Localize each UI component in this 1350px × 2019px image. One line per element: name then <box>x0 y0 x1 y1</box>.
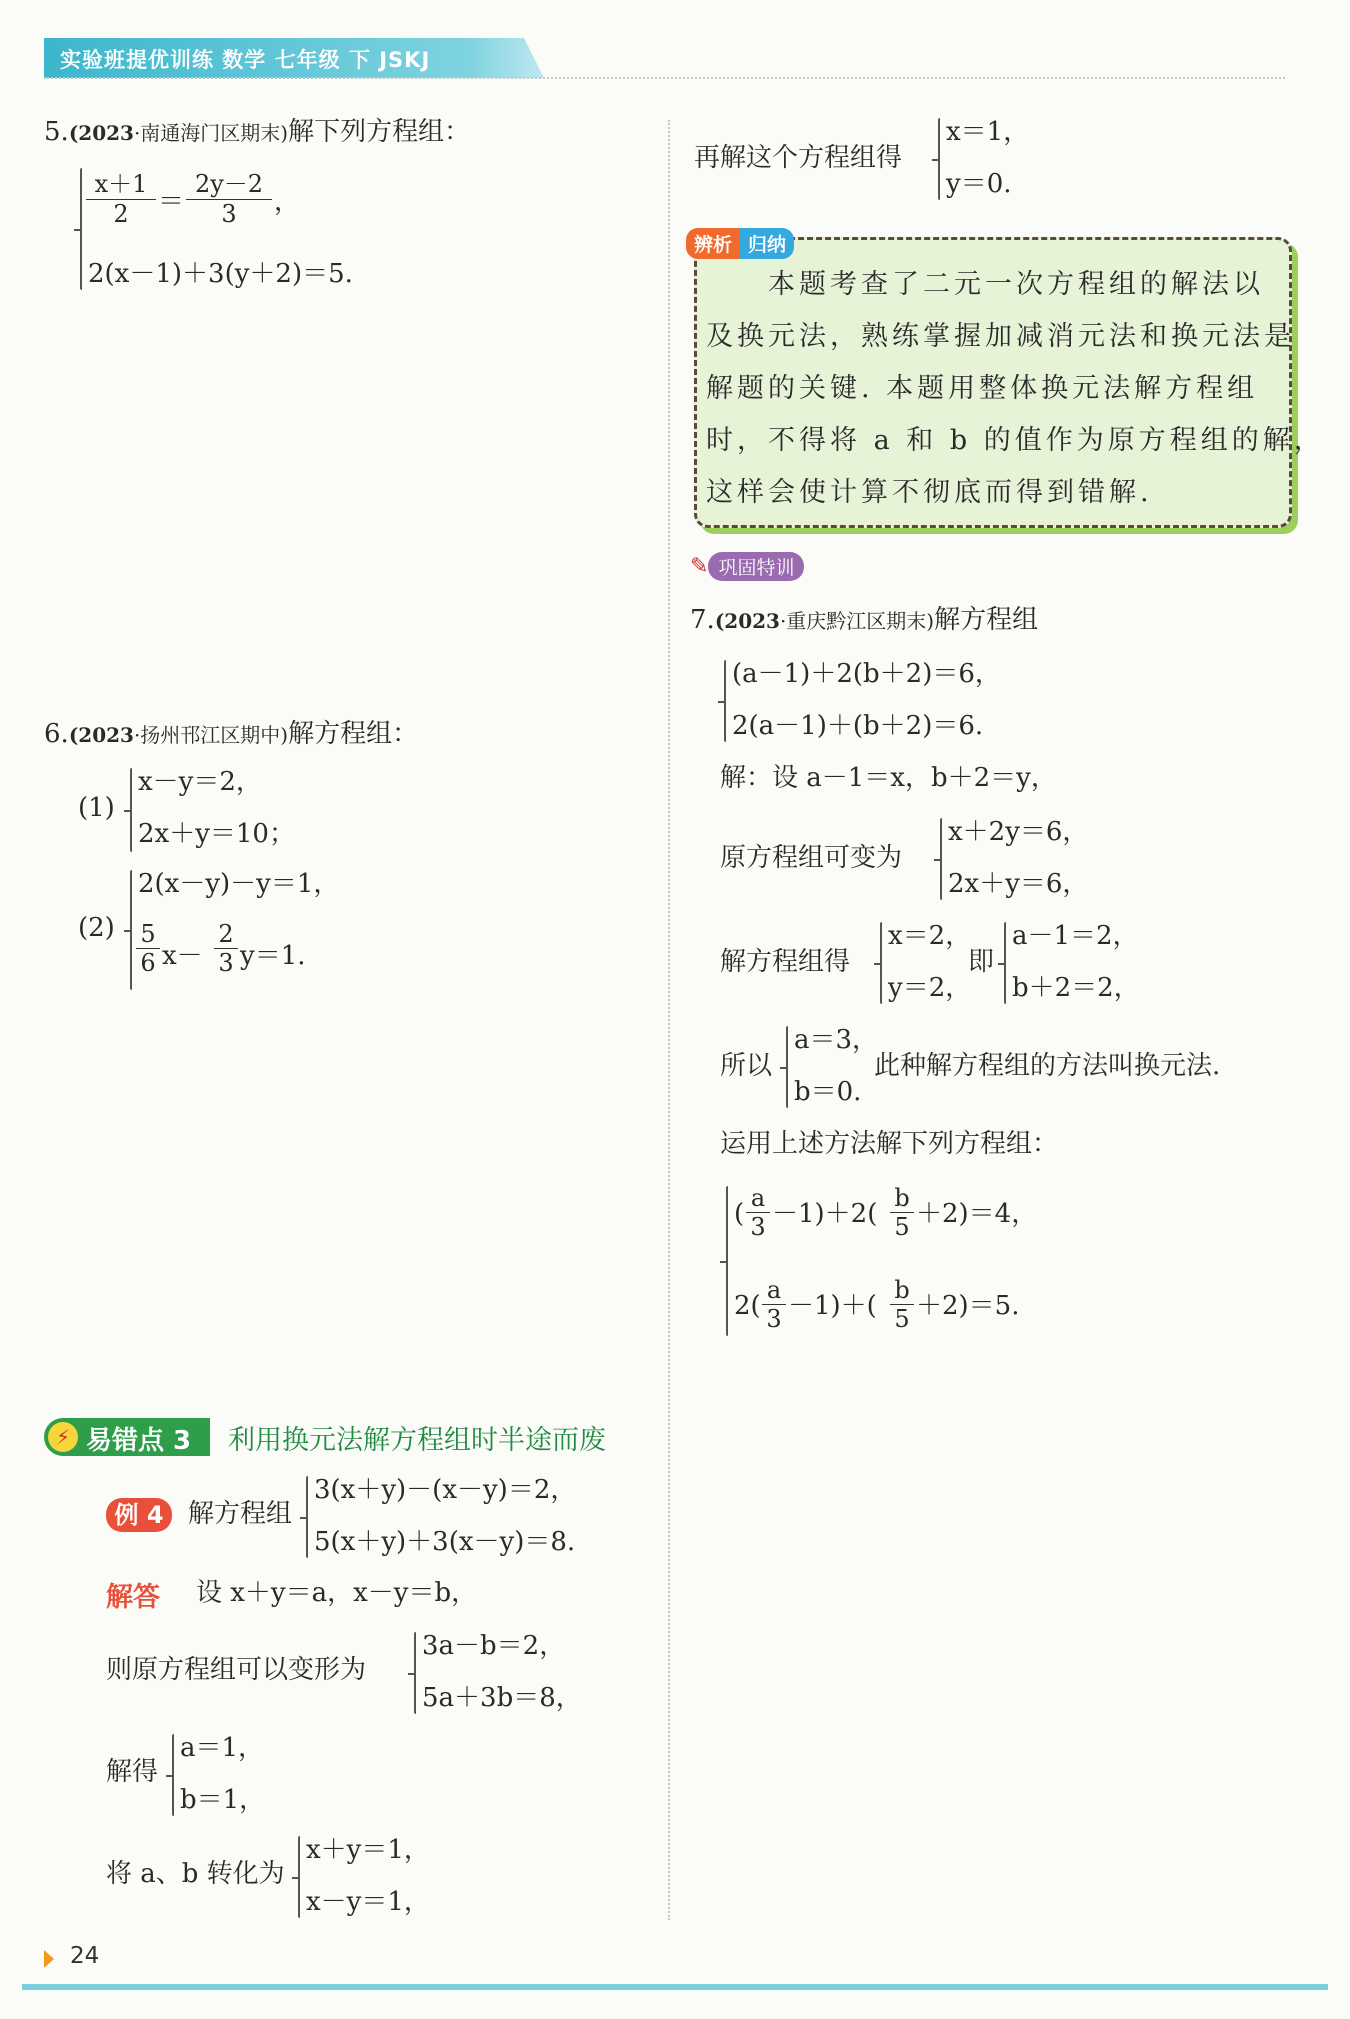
q7-step2: 原方程组可变为 <box>720 843 903 873</box>
q6-part2-mid: x－ <box>162 941 203 971</box>
q7-final-eq1-b: －1)＋2( <box>772 1199 878 1229</box>
q7-brace <box>724 660 726 742</box>
q5-frac-right: $\frac{2y-2}{3}$ <box>186 164 272 228</box>
q7-step2-eq2: 2x＋y＝6， <box>948 869 1089 899</box>
page-number: 24 <box>70 1943 100 1969</box>
bottom-bar <box>22 1984 1328 1990</box>
answer-line4-eq1: x＋y＝1， <box>306 1835 430 1865</box>
mistake-title: 利用换元法解方程组时半途而废 <box>228 1425 606 1456</box>
q7-frac-b5-1: $\frac{b}{5}$ <box>890 1184 914 1241</box>
answer-line2-eq1: 3a－b＝2， <box>422 1631 566 1661</box>
q7-final-eq1-a: ( <box>734 1199 745 1229</box>
answer-line3-eq2: b＝1， <box>180 1785 266 1815</box>
q7-final-eq2-c: ＋2)＝5. <box>916 1291 1020 1321</box>
tip-badge: 辨析 归纳 <box>686 228 794 258</box>
tip-line-3: 解题的关键. 本题用整体换元法解方程组 <box>706 373 1259 404</box>
continuation-eq1: x＝1， <box>946 117 1030 147</box>
q5-comma: ， <box>274 187 301 217</box>
example-eq1: 3(x＋y)－(x－y)＝2， <box>314 1475 577 1505</box>
q7-step4-tail: 此种解方程组的方法叫换元法. <box>874 1051 1221 1081</box>
q6-part2-brace <box>130 870 132 990</box>
q7-final-eq1-c: ＋2)＝4， <box>916 1199 1038 1229</box>
q6-part2-label: (2) <box>78 913 115 943</box>
q7-step5: 运用上述方法解下列方程组： <box>720 1129 1059 1159</box>
answer-line3-brace <box>172 1734 174 1816</box>
q7-step3-brace1 <box>880 922 882 1004</box>
answer-line3: 解得 <box>106 1757 159 1787</box>
q6-part1-label: (1) <box>78 793 115 823</box>
example-eq2: 5(x＋y)＋3(x－y)＝8. <box>314 1527 576 1557</box>
q6-part1-eq1: x－y＝2， <box>138 767 262 797</box>
page-arrow-icon <box>44 1950 54 1968</box>
header-divider <box>44 77 1285 79</box>
q7-step3-eq2: y＝2， <box>888 973 972 1003</box>
example-stem: 解方程组 <box>188 1499 293 1529</box>
q7-step3-brace2 <box>1004 922 1006 1004</box>
q7-eq1: (a－1)＋2(b＋2)＝6， <box>732 659 1001 689</box>
q7-step3: 解方程组得 <box>720 947 851 977</box>
column-divider <box>668 120 670 1920</box>
q5-eq2: 2(x－1)＋3(y＋2)＝5. <box>88 259 353 289</box>
q7-step4: 所以 <box>720 1051 773 1081</box>
pencil-icon: ✎ <box>690 554 709 579</box>
q7-step4-brace <box>786 1026 788 1108</box>
q7-step4-eq1: a＝3， <box>794 1025 879 1055</box>
answer-line2-brace <box>414 1632 416 1714</box>
answer-line2-eq2: 5a＋3b＝8， <box>422 1683 582 1713</box>
tip-line-4: 时，不得将 a 和 b 的值作为原方程组的解， <box>706 425 1325 456</box>
q7-frac-b5-2: $\frac{b}{5}$ <box>890 1276 914 1333</box>
q7-eq2: 2(a－1)＋(b＋2)＝6. <box>732 711 984 741</box>
answer-label: 解答 <box>106 1582 160 1613</box>
tip-line-2: 及换元法，熟练掌握加减消元法和换元法是 <box>706 321 1295 352</box>
q7-frac-a3-1: $\frac{a}{3}$ <box>746 1184 770 1241</box>
answer-line4-brace <box>298 1836 300 1918</box>
q7-step2-brace <box>940 818 942 900</box>
q7-step4-eq2: b＝0. <box>794 1077 862 1107</box>
example-brace <box>306 1476 308 1558</box>
q5-brace <box>80 168 82 290</box>
q6-part1-brace <box>130 768 132 852</box>
answer-line4-eq2: x－y＝1， <box>306 1887 430 1917</box>
example-badge: 例 4 <box>106 1498 172 1532</box>
lightning-icon: ⚡ <box>48 1422 78 1452</box>
q5-frac-left: $\frac{x+1}{2}$ <box>86 164 156 228</box>
practice-label: ✎ 巩固特训 <box>690 552 804 580</box>
q5-equals: ＝ <box>158 187 185 217</box>
q7-frac-a3-2: $\frac{a}{3}$ <box>762 1276 786 1333</box>
q6-part2-end: y＝1. <box>240 941 306 971</box>
tip-line-1: 本题考查了二元一次方程组的解法以 <box>706 269 1264 300</box>
q7-step1: 解：设 a－1＝x，b＋2＝y， <box>720 763 1057 793</box>
book-title: 实验班提优训练 数学 七年级 下 JSKJ <box>60 48 431 72</box>
q7-final-eq2-b: －1)＋( <box>788 1291 877 1321</box>
q7-heading: 7.(2023·重庆黔江区期末)解方程组 <box>690 605 1039 635</box>
q7-step3-eq1: x＝2， <box>888 921 972 951</box>
q7-step3-mid: 即 <box>968 947 995 977</box>
q6-heading: 6.(2023·扬州邗江区期中)解方程组： <box>44 719 419 749</box>
answer-line2: 则原方程组可以变形为 <box>106 1655 367 1685</box>
q5-heading: 5.(2023·南通海门区期末)解下列方程组： <box>44 117 471 147</box>
q7-final-brace <box>726 1186 728 1336</box>
q7-final-eq2-a: 2( <box>734 1291 761 1321</box>
answer-line3-eq1: a＝1， <box>180 1733 265 1763</box>
answer-line1: 设 x＋y＝a，x－y＝b， <box>196 1578 478 1608</box>
q7-step3-eq3: a－1＝2， <box>1012 921 1139 951</box>
q6-frac-5-6: $\frac{5}{6}$ <box>136 920 160 977</box>
continuation-brace <box>938 118 940 200</box>
answer-line4: 将 a、b 转化为 <box>106 1859 285 1889</box>
continuation-eq2: y＝0. <box>946 169 1012 199</box>
q6-frac-2-3: $\frac{2}{3}$ <box>214 920 238 977</box>
q7-step3-eq4: b＋2＝2， <box>1012 973 1140 1003</box>
tip-line-5: 这样会使计算不彻底而得到错解. <box>706 477 1153 508</box>
q6-part1-eq2: 2x＋y＝10； <box>138 819 295 849</box>
q6-part2-eq1: 2(x－y)－y＝1， <box>138 869 340 899</box>
continuation-text: 再解这个方程组得 <box>694 143 903 173</box>
q7-step2-eq1: x＋2y＝6， <box>948 817 1089 847</box>
mistake-badge: ⚡ 易错点 3 <box>44 1418 210 1456</box>
